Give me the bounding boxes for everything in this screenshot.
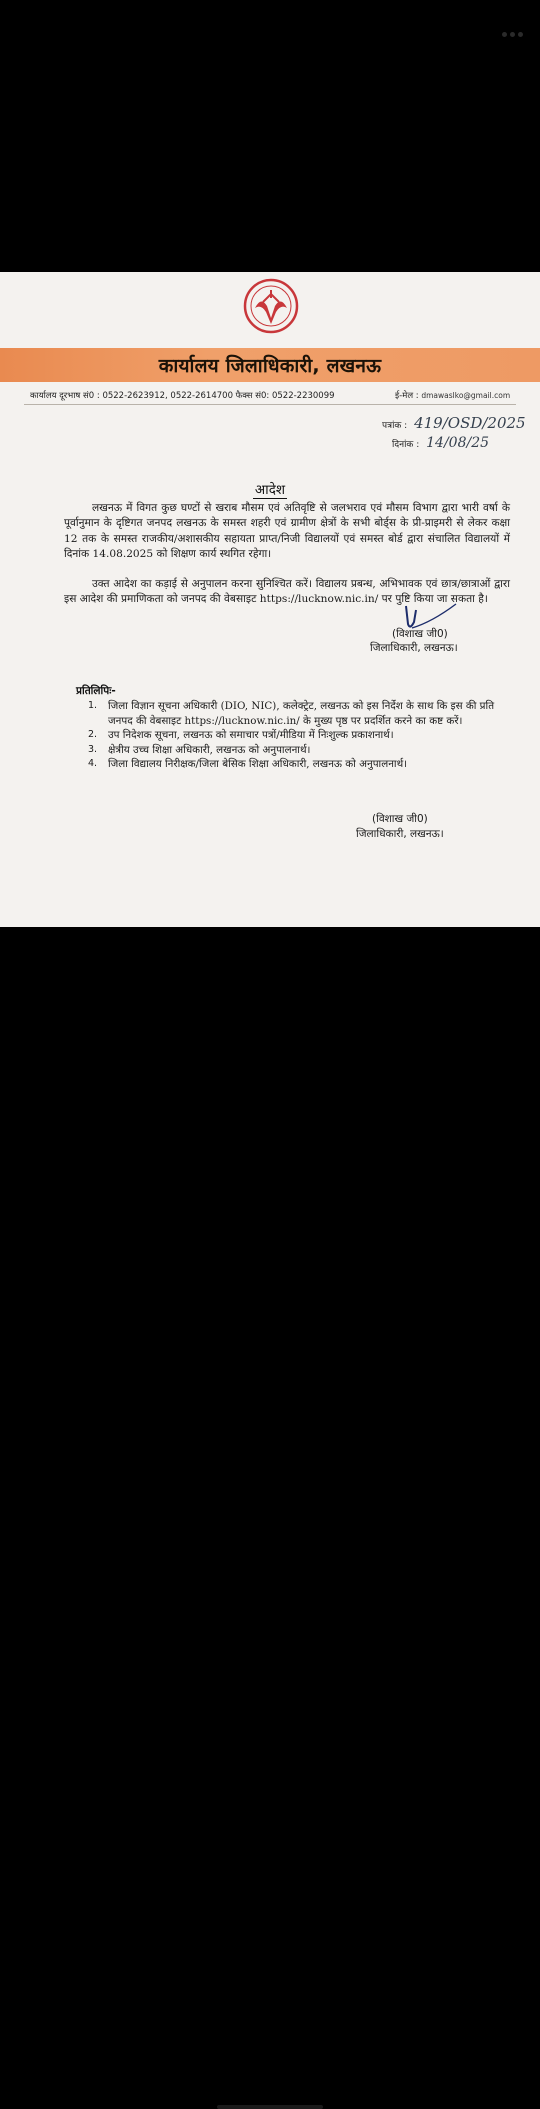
- list-item-text: क्षेत्रीय उच्च शिक्षा अधिकारी, लखनऊ को अनुपालनार्थ।: [108, 743, 311, 756]
- ref-value: 419/OSD/2025: [414, 414, 526, 432]
- list-item-number: 4.: [88, 758, 98, 770]
- order-heading-text: आदेश: [254, 482, 286, 498]
- email-line: [395, 390, 510, 401]
- list-item-text: जिला विज्ञान सूचना अधिकारी (DIO, NIC), कलेक्ट्रेट, लखनऊ को इस निर्देश के साथ कि इस की प्रति जनपद की वेबसाइट https://lucknow.nic.in/ के मुख्य पृष्ठ पर प्रदर्शित करने का कष्ट करें।: [108, 700, 495, 727]
- list-item: [82, 728, 502, 743]
- order-date: [392, 435, 489, 451]
- order-paragraph-2: उक्त आदेश का कड़ाई से अनुपालन करना सुनिश्चित करें। विद्यालय प्रबन्ध, अभिभावक एवं छात्र/छात्राओं द्वारा इस आदेश की प्रमाणिकता को जनपद की वेबसाइट https://lucknow.nic.in/ पर पुष्टि किया जा सकता है।: [64, 578, 510, 606]
- up-government-emblem-icon: [243, 278, 299, 334]
- order-heading: [0, 480, 540, 498]
- list-item-text: उप निदेशक सूचना, लखनऊ को समाचार पत्रों/मीडिया में निःशुल्क प्रकाशनार्थ।: [108, 729, 394, 742]
- list-item: [82, 699, 502, 728]
- email-value: dmawaslko@gmail.com: [421, 391, 511, 400]
- list-item-number: 3.: [88, 743, 98, 755]
- list-item: [82, 757, 502, 772]
- list-item: [82, 743, 502, 758]
- date-value: 14/08/25: [426, 435, 490, 451]
- date-label: दिनांक :: [392, 440, 420, 450]
- header-divider: [24, 404, 516, 405]
- list-item-number: 2.: [88, 729, 98, 741]
- bottom-black-area: [0, 927, 540, 1200]
- office-banner: [0, 348, 540, 382]
- signatory-designation-2: जिलाधिकारी, लखनऊ।: [356, 828, 444, 840]
- document-image[interactable]: [0, 272, 540, 927]
- office-title: कार्यालय जिलाधिकारी, लखनऊ: [158, 355, 382, 377]
- reference-number: [382, 414, 526, 432]
- top-black-area: [0, 0, 540, 272]
- order-paragraph-1: लखनऊ में विगत कुछ घण्टों से खराब मौसम एवं अतिवृष्टि से जलभराव एवं मौसम विभाग द्वारा भारी वर्षा के पूर्वानुमान के दृष्टिगत जनपद लखनऊ के समस्त शहरी एवं ग्रामीण क्षेत्रों के सभी बोर्ड्स के प्री-प्राइमरी से लेकर कक्षा 12 तक के समस्त राजकीय/अशासकीय सहायता प्राप्त/निजी विद्यालयों एवं समस्त बोर्ड द्वारा संचालित विद्यालयों में दिनांक 14.08.2025 को शिक्षण कार्य स्थगित रहेगा।: [64, 502, 511, 561]
- signatory-name-2: (विशाख जी0): [372, 813, 428, 825]
- more-options-icon[interactable]: [502, 32, 524, 38]
- ref-label: पत्रांक :: [382, 421, 408, 431]
- copy-to-label: प्रतिलिपिः-: [76, 685, 116, 697]
- list-item-text: जिला विद्यालय निरीक्षक/जिला बेसिक शिक्षा अधिकारी, लखनऊ को अनुपालनार्थ।: [108, 758, 408, 771]
- home-indicator[interactable]: [217, 2105, 323, 2109]
- contact-row: [0, 386, 540, 402]
- email-label: ई-मेल :: [395, 391, 419, 401]
- signatory-name-1: (विशाख जी0): [392, 628, 448, 640]
- phone-fax-line: कार्यालय दूरभाष सं0 : 0522-2623912, 0522-2614700 फैक्स सं0: 0522-2230099: [30, 391, 335, 401]
- list-item-number: 1.: [88, 700, 98, 711]
- signatory-designation-1: जिलाधिकारी, लखनऊ।: [370, 642, 458, 654]
- copy-to-list: [82, 699, 502, 772]
